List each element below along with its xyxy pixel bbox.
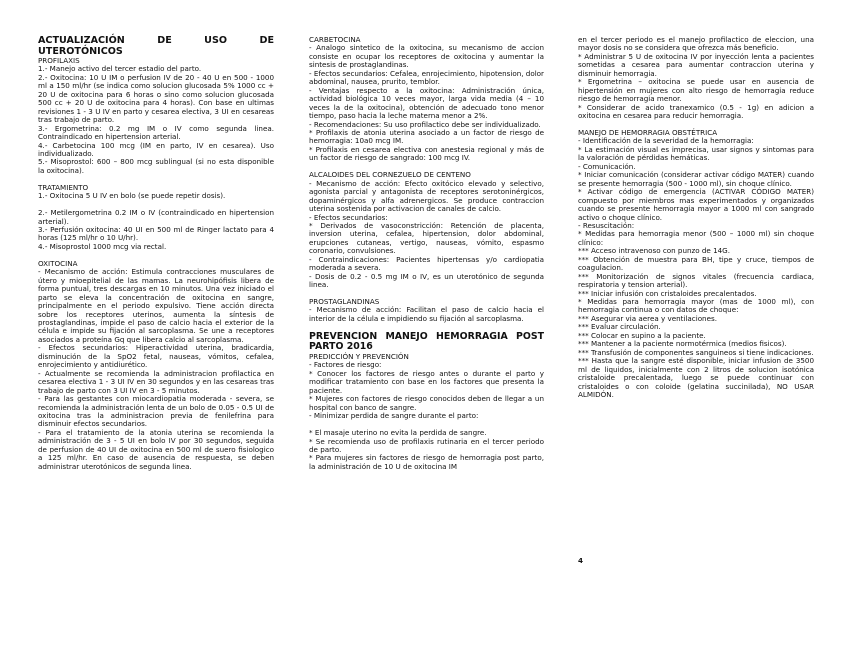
paragraph: *** Iniciar infusión con cristaloides precalentados. [578, 288, 757, 298]
paragraph: - Factores de riesgo: [309, 360, 382, 370]
paragraph: *** Evaluar circulación. [578, 322, 661, 332]
paragraph: * El masaje uterino no evita la perdida de sangre. [309, 428, 487, 438]
column-2 [309, 36, 544, 471]
paragraph: 3.- Ergometrina: 0.2 mg IM o IV como segunda linea. Contraindicado en hipertension arterial. [38, 123, 274, 142]
paragraph: *** Transfusión de componentes sanguineos si tiene indicaciones. [578, 347, 814, 357]
section-heading-alcaloides: ALCALOIDES DEL CORNEZUELO DE CENTENO [309, 170, 471, 180]
paragraph: - Minimizar perdida de sangre durante el parto: [309, 411, 479, 421]
document-title-line-2: UTEROTÓNICOS [38, 45, 123, 57]
section-heading-oxitocina: OXITOCINA [38, 258, 78, 268]
section-heading-prostaglandinas: PROSTAGLANDINAS [309, 297, 380, 307]
paragraph: * Para mujeres sin factores de riesgo de hemorragia post parto, la administración de 10 U de oxitocina IM [309, 453, 544, 471]
paragraph: * Profilaxis de atonia uterina asociado a un factor de riesgo de hemorragia: 10a0 mcg IM. [309, 127, 544, 146]
paragraph: 1.- Oxitocina 5 U IV en bolo (se puede repetir dosis). [38, 191, 226, 201]
paragraph: - Para las gestantes con miocardiopatia moderada - severa, se recomienda la administración lenta de un bolo de 0.05 - 0.5 UI de oxitocina tras la administracion previa de fenilefrina para disminuir efectos secundarios. [38, 394, 274, 429]
paragraph: *** Monitorización de signos vitales (frecuencia cardiaca, respiratoria y tension arterial). [578, 271, 814, 290]
section-heading-carbetocina: CARBETOCINA [309, 35, 361, 44]
paragraph: *** Mantener a la paciente normotérmica (medios fisicos). [578, 339, 787, 349]
paragraph: 2.- Oxitocina: 10 U IM o perfusion IV de 20 - 40 U en 500 - 1000 ml a 150 ml/hr (se indica como solucion glucosada 5% 1000 cc + 20 U de oxitocina para 6 horas o sino como solucion glucosada 500 cc + 20 U de oxitocina para 4 horas). Con base en ultimas revisiones 1 - 3 U IV en parto y cesarea electiva, 3 UI en cesareas tras trabajo de parto. [38, 72, 274, 125]
paragraph: - Efectos secundarios: Cefalea, enrojecimiento, hipotension, dolor abdominal, nausea, prurito, temblor. [309, 68, 544, 87]
paragraph: - Efectos secundarios: [309, 212, 388, 222]
page-number: 4 [578, 556, 584, 565]
paragraph: * Profilaxis en cesarea electiva con anestesia regional y más de un factor de riesgo de sangrado: 100 mcg IV. [309, 144, 544, 163]
paragraph: * Iniciar comunicación (considerar activar código MATER) cuando se presente hemorragia (500 - 1000 ml), sin choque clínico. [578, 170, 814, 188]
paragraph: 5.- Misoprostol: 600 – 800 mcg sublingual (si no esta disponible la oxitocina). [38, 157, 274, 175]
paragraph: *** Colocar en supino a la paciente. [578, 330, 706, 340]
column-1 [38, 36, 274, 471]
paragraph: - Dosis de 0.2 - 0.5 mg IM o IV, es un uterotónico de segunda linea. [309, 271, 544, 290]
paragraph: * Medidas para hemorragia mayor (mas de 1000 ml), con hemorragia continua o con datos de choque: [578, 297, 814, 315]
section-heading-manejo: MANEJO DE HEMORRAGIA OBSTÉTRICA [578, 127, 718, 137]
section-title-prevencion: PREVENCION MANEJO HEMORRAGIA POST PARTO 2016 [309, 330, 544, 353]
paragraph: *** Asegurar via aerea y ventilaciones. [578, 313, 717, 323]
paragraph: * La estimación visual es imprecisa, usar signos y sintomas para la valoración de pérdidas hemáticas. [578, 144, 814, 163]
paragraph: 3.- Perfusión oxitocina: 40 UI en 500 ml de Ringer lactato para 4 horas (125 ml/hr o 10 U/hr). [38, 225, 274, 243]
paragraph: * Ergometrina – oxitocina se puede usar en ausencia de hipertensión en mujeres con alto riesgo de hemorragia reduce riesgo de hemorragia menor. [578, 77, 814, 104]
paragraph: - Identificación de la severidad de la hemorragia: [578, 136, 754, 146]
paragraph: * Conocer los factores de riesgo antes o durante el parto y modificar tratamiento con base en los factores que presenta la paciente. [309, 368, 544, 395]
paragraph: 1.- Manejo activo del tercer estadio del parto. [38, 64, 202, 74]
paragraph: * Medidas para hemorragia menor (500 – 1000 ml) sin choque clínico: [578, 229, 814, 247]
paragraph: - Comunicación. [578, 161, 636, 171]
paragraph: * Derivados de vasoconstricción: Retención de placenta, inversion uterina, cefalea, hipertension, dolor abdominal, erupciones cutaneas, vertigo, nauseas, vómito, espasmo coronario, convulsiones. [309, 220, 544, 256]
paragraph: *** Acceso intravenoso con punzo de 14G. [578, 246, 730, 256]
paragraph: - Mecanismo de acción: Estimula contracciones musculares de útero y mioepitelial de las mamas. La neurohipófisis libera de forma puntual, tres descargas en 10 minutos. Una vez iniciado el parto se eleva la concentración de oxitocina en sangre, principalmente en el periodo expulsivo. Tiene acción directa sobre los receptores uterinos, aumenta la síntesis de prostaglandinas, impide el paso de calcio hacia el exterior de la célula e impide su fijación al sarcoplasma. Se une a receptores asociados a proteína Gq que libera calcio al sarcoplasma. [38, 267, 274, 344]
paragraph: *** Obtención de muestra para BH, tipe y cruce, tiempos de coagulacion. [578, 254, 814, 273]
paragraph: - Contraindicaciones: Pacientes hipertensas y/o cardiopatia moderada a severa. [309, 254, 544, 273]
paragraph: * Mujeres con factores de riesgo conocidos deben de llegar a un hospital con banco de sangre. [309, 394, 544, 412]
paragraph: - Resuscitación: [578, 220, 635, 230]
paragraph: 4.- Misoprostol 1000 mcg via rectal. [38, 241, 167, 251]
section-heading-profilaxis: PROFILAXIS [38, 56, 80, 65]
section-heading-tratamiento: TRATAMIENTO [38, 182, 89, 192]
paragraph: - Efectos secundarios: Hiperactividad uterina, bradicardia, disminución de la SpO2 fetal, nauseas, vómitos, cefalea, enrojecimiento y antidiurético. [38, 343, 274, 370]
paragraph: * Administrar 5 U de oxitocina IV por inyección lenta a pacientes sometidas a cesarea para aumentar contraccion uterina y disminuir hemorragia. [578, 51, 814, 78]
paragraph: - Analogo sintetico de la oxitocina, su mecanismo de accion consiste en ocupar los receptores de oxitocina y aumentar la sintesis de prostaglandinas. [309, 43, 544, 70]
section-heading-prediccion: PREDICCIÓN Y PREVENCIÓN [309, 352, 409, 361]
paragraph: 4.- Carbetocina 100 mcg (IM en parto, IV en cesarea). Uso individualizado. [38, 140, 274, 158]
paragraph: - Recomendaciones: Su uso profilactico debe ser individualizado. [309, 119, 541, 129]
paragraph: - Mecanismo de acción: Efecto oxitócico elevado y selectivo, agonista parcial y antagonista de receptores serotoninérgicos, dopaminérgicos y alfa adrenergicos. Se produce contraccion uterina sostenida por activacion de canales de calcio. [309, 178, 544, 214]
paragraph: en el tercer periodo es el manejo profilactico de eleccion, una mayor dosis no se considera que ofrezca más beneficio. [578, 35, 814, 53]
paragraph: * Activar código de emergencia (ACTIVAR CÓDIGO MATER) compuesto por miembros mas experimentados y organizados cuando se presente hemorragia mayor a 1000 ml con sangrado activo o choque clínico. [578, 187, 814, 222]
paragraph: - Mecanismo de acción: Facilitan el paso de calcio hacia el interior de la célula e impidiendo su fijación al sarcoplasma. [309, 305, 544, 323]
paragraph: *** Hasta que la sangre esté disponible, iniciar infusion de 3500 ml de liquidos, inicialmente con 2 litros de solucion isotónica cristaloide precalentada, luego se puede continuar con cristaloides o con coloide (gelatina succinilada), NO USAR ALMIDÓN. [578, 356, 814, 400]
column-3 [578, 36, 814, 399]
paragraph: - Para el tratamiento de la atonia uterina se recomienda la administración de 3 - 5 UI en bolo IV por 30 segundos, seguida de perfusion de 40 UI de oxitocina en 500 ml de suero fisiologico a 125 ml/hr. En caso de ausencia de respuesta, se deben administrar uterotónicos de segunda linea. [38, 427, 274, 471]
paragraph: * Se recomienda uso de profilaxis rutinaria en el tercer periodo de parto. [309, 436, 544, 454]
document-title-line-1: ACTUALIZACIÓN DE USO DE [38, 35, 274, 46]
paragraph: 2.- Metilergometrina 0.2 IM o IV (contraindicado en hipertension arterial). [38, 208, 274, 226]
paragraph: - Ventajas respecto a la oxitocina: Administración única, actividad biológica 10 veces mayor, larga vida media (4 – 10 veces la de la oxitocina), obtención de adecuado tono menor tiempo, paso hacia la leche materna menor a 2%. [309, 85, 544, 121]
paragraph: * Considerar de acido tranexamico (0.5 - 1g) en adicion a oxitocina en cesarea para reducir hemorragia. [578, 102, 814, 121]
paragraph: - Actualmente se recomienda la administracion profilactica en cesarea electiva 1 - 3 UI IV en 30 segundos y en las cesareas tras trabajo de parto con 3 UI IV en 3 - 5 minutos. [38, 368, 274, 395]
